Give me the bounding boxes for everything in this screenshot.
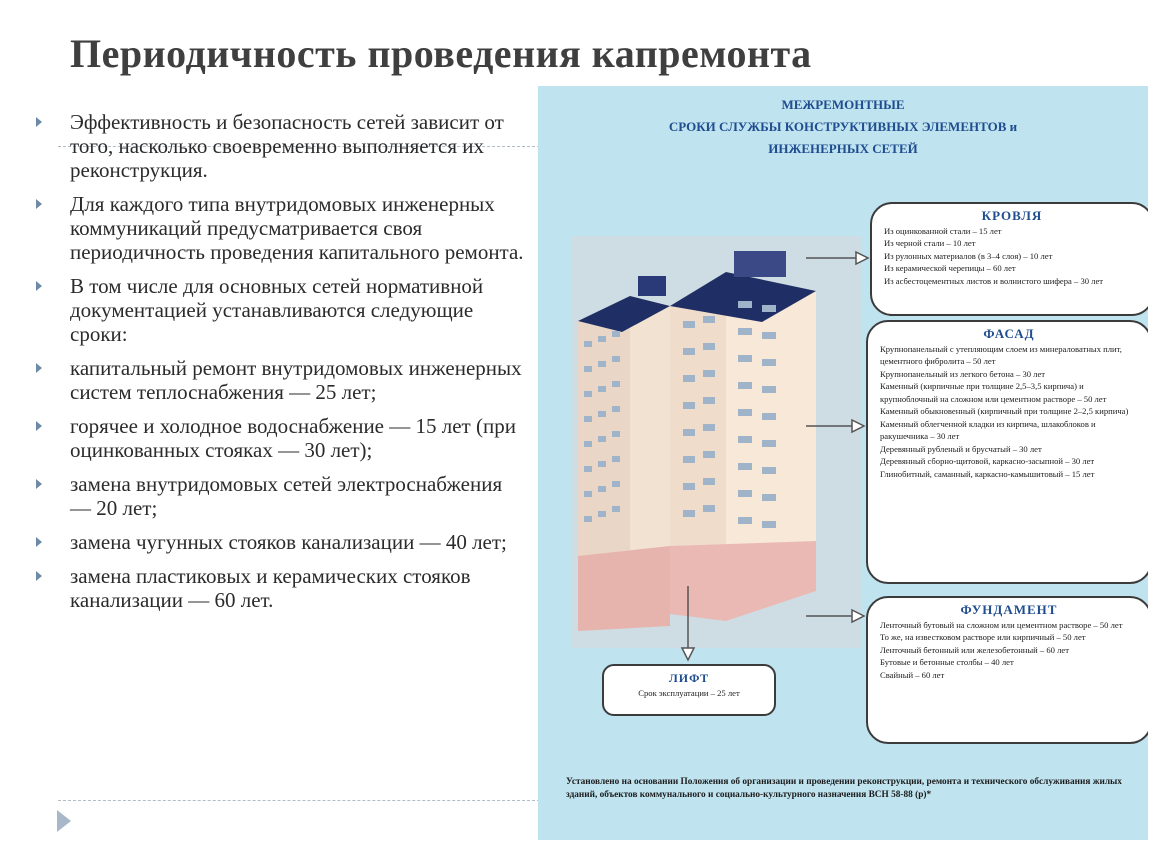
roof-line: Из керамической черепицы – 60 лет bbox=[884, 263, 1016, 273]
bullet-arrow-icon bbox=[36, 537, 42, 547]
facade-box bbox=[866, 320, 1148, 584]
poster-heading-line: ИНЖЕНЕРНЫХ СЕТЕЙ bbox=[768, 141, 918, 156]
facade-line: Крупнопанельный из легкого бетона – 30 лет bbox=[880, 368, 1046, 379]
bullet-text: замена внутридомовых сетей электроснабжения — 20 лет; bbox=[70, 472, 503, 520]
facade-line: Глинобитный, саманный, каркасно-камышитовый – 15 лет bbox=[880, 468, 1095, 479]
foundation-line: Свайный – 60 лет bbox=[880, 669, 945, 680]
foundation-line: Бутовые и бетонные столбы – 40 лет bbox=[880, 657, 1014, 667]
bullet-text: замена чугунных стояков канализации — 40 лет; bbox=[70, 530, 507, 554]
roof-line: Из асбестоцементных листов и волнистого шифера – 30 лет bbox=[884, 275, 1104, 286]
lift-line: Срок эксплуатации – 25 лет bbox=[638, 687, 740, 698]
poster-heading-line: МЕЖРЕМОНТНЫЕ bbox=[781, 97, 905, 112]
poster-heading-line: СРОКИ СЛУЖБЫ КОНСТРУКТИВНЫХ ЭЛЕМЕНТОВ и bbox=[668, 119, 1018, 134]
foundation-title: ФУНДАМЕНТ bbox=[960, 602, 1058, 617]
facade-line: Деревянный рубленый и брусчатый – 30 лет bbox=[880, 443, 1042, 454]
bullet-arrow-icon bbox=[36, 281, 42, 291]
lift-box bbox=[602, 664, 776, 716]
foundation-line: Ленточный бутовый на сложном или цементном растворе – 50 лет bbox=[880, 619, 1123, 630]
facade-line: Каменный (кирпичные при толщине 2,5–3,5 кирпича) и крупноблочный на сложном или цементном растворе – 50 лет bbox=[880, 381, 1107, 404]
bullet-item bbox=[36, 472, 526, 520]
roof-title: КРОВЛЯ bbox=[981, 208, 1043, 223]
roof-line: Из оцинкованной стали – 15 лет bbox=[884, 225, 1002, 236]
bullet-item bbox=[36, 530, 526, 554]
roof-box bbox=[870, 202, 1148, 316]
bullet-item bbox=[36, 564, 526, 612]
slide-title: Периодичность проведения капремонта bbox=[70, 31, 812, 76]
bullet-text: горячее и холодное водоснабжение — 15 лет (при оцинкованных стояках — 30 лет); bbox=[70, 414, 516, 462]
lift-title: ЛИФТ bbox=[668, 671, 710, 685]
bullet-arrow-icon bbox=[36, 199, 42, 209]
facade-line: Каменный облегченной кладки из кирпича, шлакоблоков и ракушечника – 30 лет bbox=[880, 418, 1096, 441]
foundation-line: Ленточный бетонный или железобетонный – 60 лет bbox=[880, 644, 1069, 655]
facade-title: ФАСАД bbox=[983, 326, 1035, 341]
slide-corner-arrow-icon bbox=[57, 810, 71, 832]
facade-line: Крупнопанельный с утепляющим слоем из минераловатных плит, цементного фибролита – 50 лет bbox=[880, 343, 1122, 366]
bullet-item bbox=[36, 110, 526, 182]
poster-image bbox=[538, 86, 1148, 840]
bullet-text: В том числе для основных сетей нормативной документацией устанавливаются следующие сроки: bbox=[70, 274, 484, 346]
bullet-arrow-icon bbox=[36, 479, 42, 489]
bullet-text: замена пластиковых и керамических стояков канализации — 60 лет. bbox=[70, 564, 471, 612]
bullet-list bbox=[36, 110, 526, 622]
bullet-arrow-icon bbox=[36, 421, 42, 431]
facade-line: Каменный обыкновенный (кирпичный при толщине 2–2,5 кирпича) bbox=[880, 406, 1129, 416]
roof-line: Из черной стали – 10 лет bbox=[884, 238, 976, 248]
foundation-line: То же, на известковом растворе или кирпичный – 50 лет bbox=[880, 632, 1086, 642]
foundation-box bbox=[866, 596, 1148, 744]
bullet-item bbox=[36, 192, 526, 264]
bullet-item bbox=[36, 356, 526, 404]
bullet-arrow-icon bbox=[36, 571, 42, 581]
bullet-arrow-icon bbox=[36, 117, 42, 127]
bullet-text: Для каждого типа внутридомовых инженерных коммуникаций предусматривается своя периодичность проведения капитального ремонта. bbox=[70, 192, 524, 264]
divider-bottom bbox=[58, 800, 540, 801]
facade-line: Деревянный сборно-щитовой, каркасно-засыпной – 30 лет bbox=[880, 456, 1095, 466]
bullet-arrow-icon bbox=[36, 363, 42, 373]
bullet-text: Эффективность и безопасность сетей зависит от того, насколько своевременно выполняется их реконструкция. bbox=[70, 110, 504, 182]
bullet-item bbox=[36, 414, 526, 462]
roof-line: Из рулонных материалов (в 3–4 слоя) – 10 лет bbox=[884, 250, 1053, 261]
poster-footnote: Установлено на основании Положения об организации и проведении реконструкции, ремонта и технического обслуживания жилых зданий, объектов коммунального и социально-культурного назначения ВСН 58-88 (р)* bbox=[566, 777, 1122, 800]
bullet-text: капитальный ремонт внутридомовых инженерных систем теплоснабжения — 25 лет; bbox=[70, 356, 522, 404]
bullet-item bbox=[36, 274, 526, 346]
